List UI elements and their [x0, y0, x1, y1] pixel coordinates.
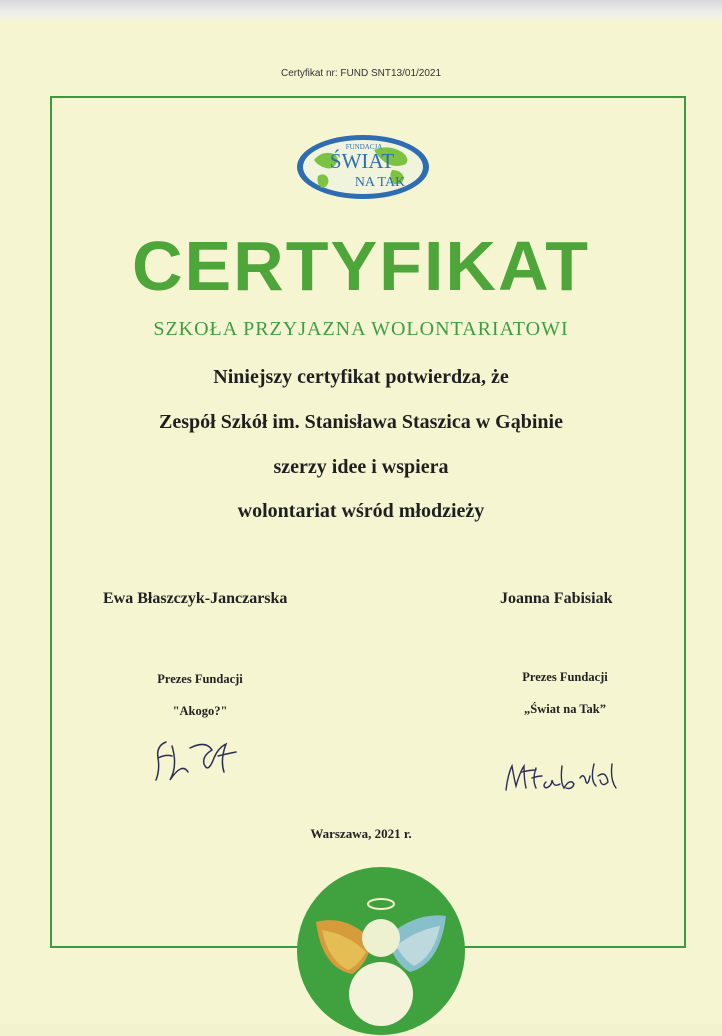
right-signature [502, 756, 628, 798]
logo-bottom-text: NA TAK [354, 175, 406, 190]
angel-emblem [296, 866, 466, 1036]
logo-top-text: FUNDACJA [345, 143, 383, 151]
certificate-number: Certyfikat nr: FUND SNT13/01/2021 [280, 68, 442, 79]
left-signature [150, 732, 250, 784]
logo-main-text: ŚWIAT [329, 149, 395, 173]
scan-edge-shadow [0, 0, 722, 22]
place-and-date: Warszawa, 2021 r. [310, 826, 412, 841]
left-signatory-role: Prezes Fundacji [157, 672, 243, 686]
angel-head [362, 919, 400, 957]
certificate-title: CERTYFIKAT [131, 227, 591, 305]
body-line-4: wolontariat wśród młodzieży [237, 500, 485, 522]
svg-text:EBJ: EBJ [150, 732, 152, 733]
angel-body [349, 962, 413, 1026]
right-signatory-name: Joanna Fabisiak [500, 590, 613, 607]
certificate-subtitle: SZKOŁA PRZYJAZNA WOLONTARIATOWI [153, 318, 569, 340]
right-signatory-role: Prezes Fundacji [522, 670, 608, 684]
svg-text:JFabisiak: JFabisiak [502, 756, 506, 757]
body-line-3: szerzy idee i wspiera [273, 456, 449, 478]
left-signatory-org: "Akogo?" [172, 704, 228, 718]
right-signatory-org: „Świat na Tak” [524, 702, 606, 716]
body-line-1: Niniejszy certyfikat potwierdza, że [213, 366, 509, 388]
left-signatory-name: Ewa Błaszczyk-Janczarska [103, 590, 288, 607]
body-line-school: Zespół Szkół im. Stanisława Staszica w Gąbinie [159, 411, 563, 433]
foundation-logo [296, 134, 430, 200]
